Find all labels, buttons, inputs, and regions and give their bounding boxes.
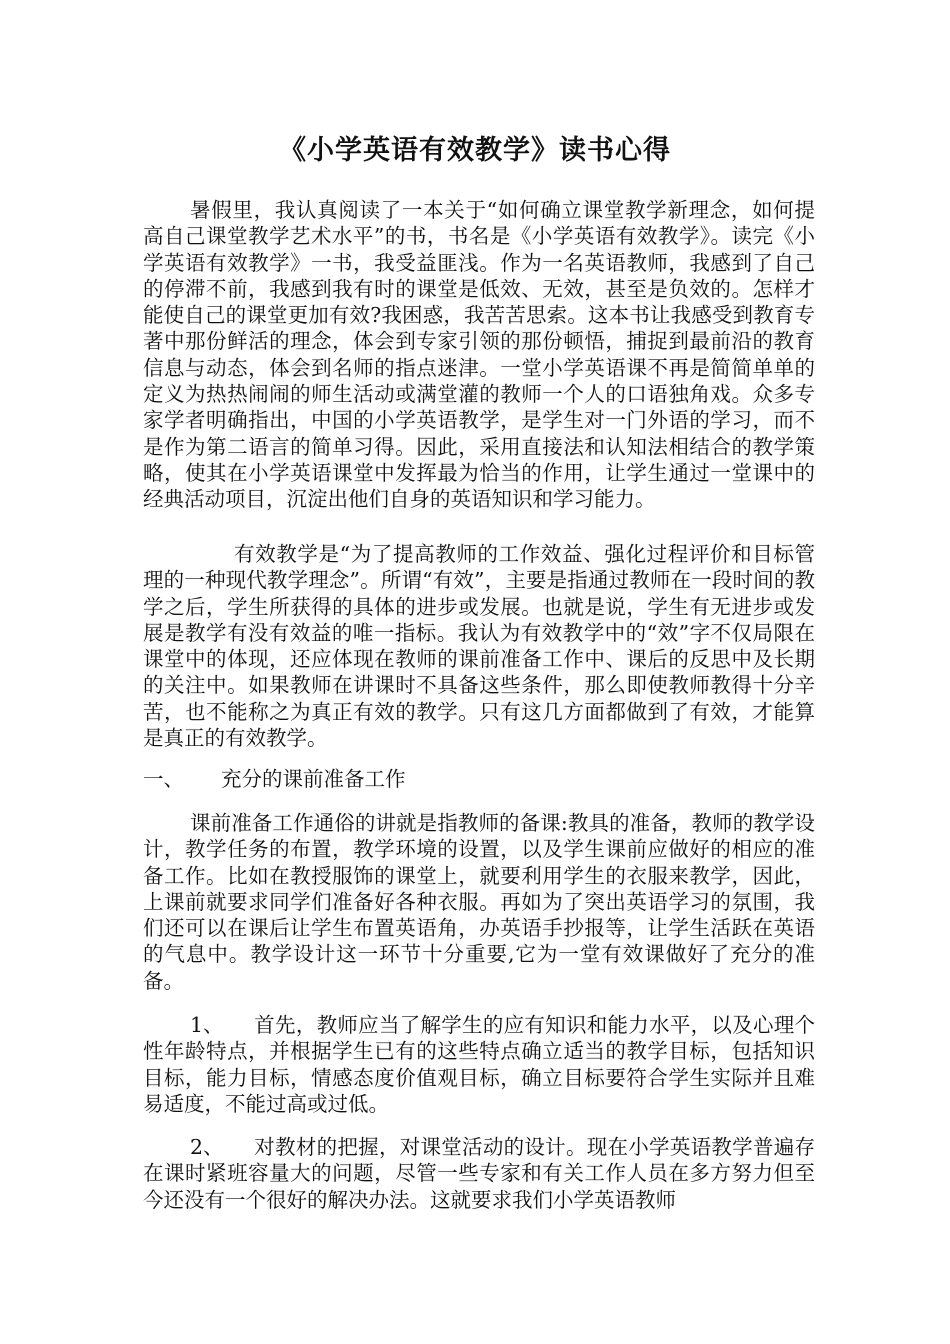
paragraph-preparation: 课前准备工作通俗的讲就是指教师的备课:教具的准备，教师的教学设计，教学任务的布置，教学环境的设置，以及学生课前应做好的相应的准备工作。比如在教授服饰的课堂上，就要利用学生的衣服来教学，因此，上课前就要求同学们准备好各种衣服。再如为了突出英语学习的氛围，我们还可以在课后让学生布置英语角，办英语手抄报等，让学生活跃在英语的气息中。教学设计这一环节十分重要,它为一堂有效课做好了充分的准备。 — [143, 811, 815, 993]
list-item-text: 首先，教师应当了解学生的应有知识和能力水平，以及心理个性年龄特点，并根据学生已有的这些特点确立适当的教学目标，包括知识目标，能力目标，情感态度价值观目标，确立目标要符合学生实际并且难易适度，不能过高或过低。 — [143, 1013, 815, 1116]
paragraph-intro: 暑假里，我认真阅读了一本关于“如何确立课堂教学新理念，如何提高自己课堂教学艺术水平”的书，书名是《小学英语有效教学》。读完《小学英语有效教学》一书，我受益匪浅。作为一名英语教师，我感到了自己的停滞不前，我感到我有时的课堂是低效、无效，甚至是负效的。怎样才能使自己的课堂更加有效?我困惑，我苦苦思索。这本书让我感受到教育专著中那份鲜活的理念，体会到专家引领的那份顿悟，捕捉到最前沿的教育信息与动态，体会到名师的指点迷津。一堂小学英语课不再是简简单单的定义为热热闹闹的师生活动或满堂灌的教师一个人的口语独角戏。众多专家学者明确指出，中国的小学英语教学，是学生对一门外语的学习，而不是作为第二语言的简单习得。因此，采用直接法和认知法相结合的教学策略，使其在小学英语课堂中发挥最为恰当的作用，让学生通过一堂课中的经典活动项目，沉淀出他们自身的英语知识和学习能力。 — [143, 198, 815, 512]
paragraph-effective-teaching: 有效教学是“为了提高教师的工作效益、强化过程评价和目标管理的一种现代教学理念”。所谓“有效”，主要是指通过教师在一段时间的教学之后，学生所获得的具体的进步或发展。也就是说，学生有无进步或发展是教学有没有效益的唯一指标。我认为有效教学中的“效”字不仅局限在课堂中的体现，还应体现在教师的课前准备工作中、课后的反思中及长期的关注中。如果教师在讲课时不具备这些条件，那么即使教师教得十分辛苦，也不能称之为真正有效的教学。只有这几方面都做到了有效，才能算是真正的有效教学。 — [143, 542, 815, 751]
section-number: 一、 — [143, 767, 184, 791]
section-heading — [143, 766, 815, 792]
document-title: 《小学英语有效教学》读书心得 — [279, 135, 671, 166]
list-item-text: 对教材的把握，对课堂活动的设计。现在小学英语教学普遍存在课时紧班容量大的问题，尽管一些专家和有关工作人员在多方努力但至今还没有一个很好的解决办法。这就要求我们小学英语教师 — [143, 1135, 815, 1212]
list-item-2 — [143, 1134, 815, 1213]
list-item-number: 2、 — [190, 1135, 224, 1159]
section-title: 充分的课前准备工作 — [221, 767, 406, 791]
list-item-number: 1、 — [190, 1013, 224, 1037]
list-item-1 — [143, 1012, 815, 1117]
